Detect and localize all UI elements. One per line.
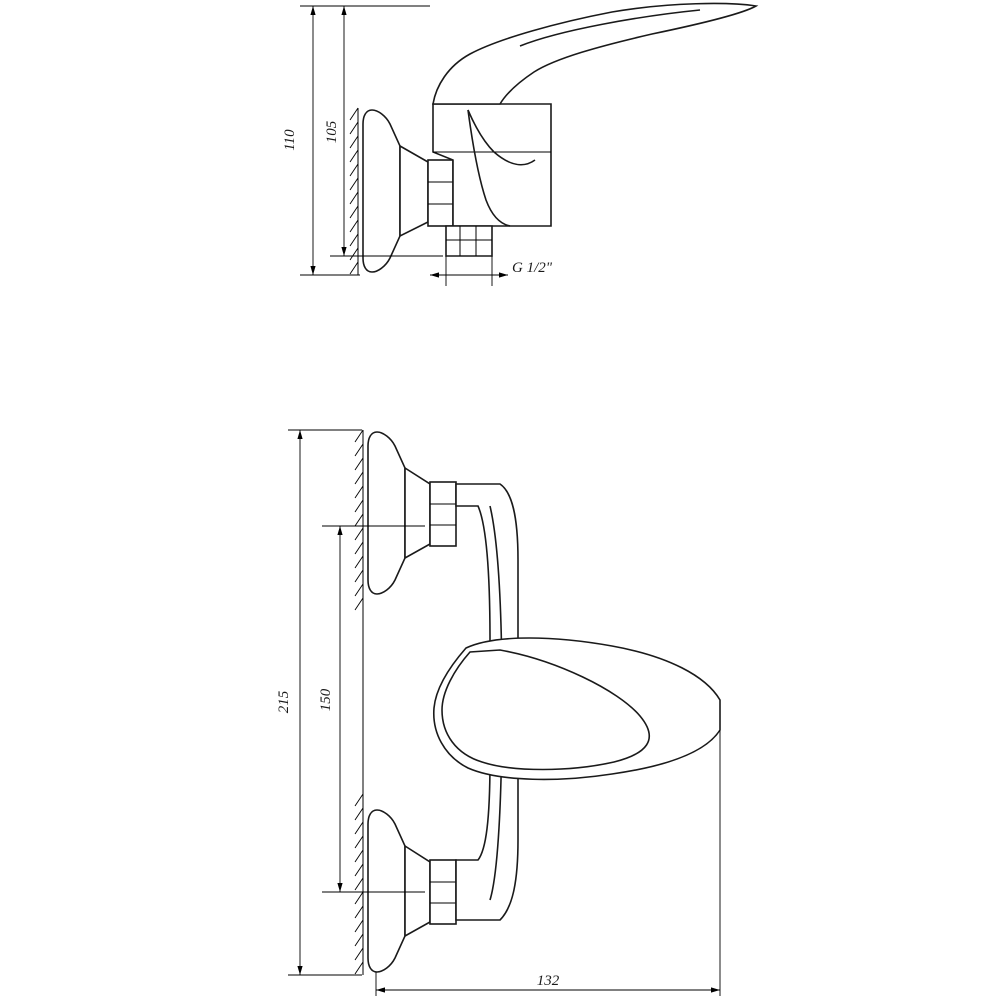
dimension-g-half xyxy=(430,256,553,286)
dimension-110 xyxy=(282,6,360,275)
escutcheon-side xyxy=(363,110,400,272)
inlet-cone-lower-front xyxy=(405,846,430,936)
dimension-132-label: 132 xyxy=(536,973,560,989)
wall-hatching-side xyxy=(350,108,358,275)
dimension-105-label: 105 xyxy=(324,120,340,144)
escutcheon-lower-front xyxy=(368,810,405,972)
union-nut-lower-front xyxy=(430,860,456,924)
dimension-215-label: 215 xyxy=(276,690,292,714)
side-view-group xyxy=(282,4,756,286)
union-nut-upper-front xyxy=(430,482,456,546)
union-nut-side xyxy=(428,160,453,226)
outlet-spigot-side xyxy=(446,226,492,256)
lever-handle-front xyxy=(434,638,720,779)
escutcheon-upper-front xyxy=(368,432,405,594)
dimension-110-label: 110 xyxy=(282,129,298,151)
inlet-cone-side xyxy=(400,146,428,236)
dimension-g-half-label: G 1/2" xyxy=(512,260,553,276)
dimension-150-label: 150 xyxy=(318,688,334,712)
front-view-group xyxy=(276,430,720,996)
lever-handle-side xyxy=(433,4,756,104)
wall-hatching-front xyxy=(355,430,363,975)
inlet-cone-upper-front xyxy=(405,468,430,558)
